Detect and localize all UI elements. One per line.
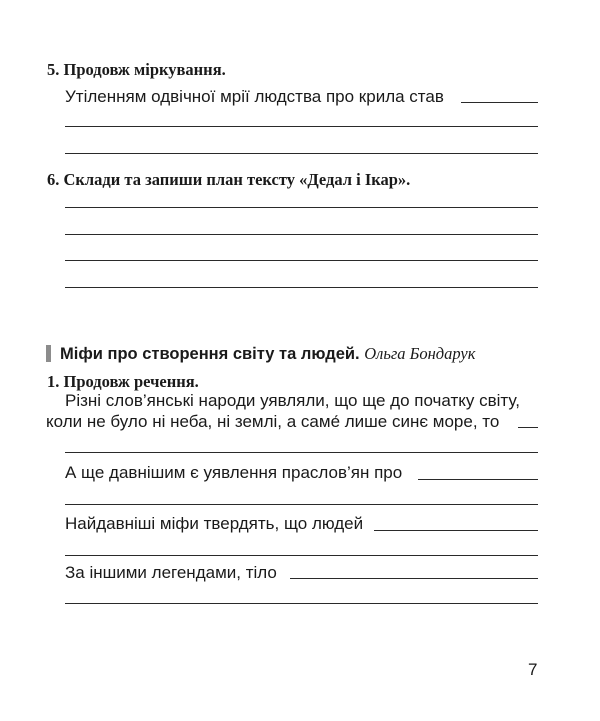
task-1-answer-line-4[interactable]	[65, 504, 538, 505]
task-1-number: 1.	[47, 372, 60, 391]
task-1-sentence-3: Найдавніші міфи твердять, що людей	[65, 514, 364, 533]
task-1-answer-line-8[interactable]	[65, 603, 538, 604]
task-1-answer-line-2[interactable]	[65, 452, 538, 453]
task-1-answer-line-6[interactable]	[65, 555, 538, 556]
page-number: 7	[528, 660, 538, 679]
task-6-answer-line-2[interactable]	[65, 234, 538, 235]
task-1-answer-line-3[interactable]	[418, 479, 538, 480]
task-5-title: Продовж міркування.	[63, 60, 226, 79]
task-6-answer-line-4[interactable]	[65, 287, 538, 288]
section-title: Міфи про створення світу та людей.	[60, 345, 360, 363]
section-author: Ольга Бондарук	[364, 344, 476, 363]
task-5-answer-line-2[interactable]	[65, 126, 538, 127]
task-1-sentence-1-line-2: коли не було ні неба, ні землі, а саме́ лише синє море, то	[46, 412, 500, 431]
task-1-answer-line-1[interactable]	[518, 427, 538, 428]
task-1-heading	[47, 372, 199, 392]
task-1-sentence-4: За іншими легендами, тіло	[65, 563, 277, 582]
task-6-title: Склади та запиши план тексту «Дедал і Ікар».	[63, 170, 411, 189]
task-5-heading	[47, 60, 226, 80]
task-6-number: 6.	[47, 170, 60, 189]
task-1-answer-line-5[interactable]	[374, 530, 538, 531]
section-heading	[60, 344, 475, 364]
task-5-prompt: Утіленням одвічної мрії людства про крила став	[65, 87, 444, 106]
task-6-answer-line-1[interactable]	[65, 207, 538, 208]
task-5-number: 5.	[47, 60, 60, 79]
task-1-sentence-1-line-1: Різні слов’янські народи уявляли, що ще до початку світу,	[65, 391, 520, 410]
task-5-answer-line-3[interactable]	[65, 153, 538, 154]
task-5-answer-line-1[interactable]	[461, 102, 538, 103]
task-1-title: Продовж речення.	[63, 372, 199, 391]
section-marker	[46, 345, 51, 362]
task-1-sentence-2: А ще давнішим є уявлення праслов’ян про	[65, 463, 403, 482]
task-6-heading	[47, 170, 410, 190]
task-1-answer-line-7[interactable]	[290, 578, 538, 579]
task-6-answer-line-3[interactable]	[65, 260, 538, 261]
